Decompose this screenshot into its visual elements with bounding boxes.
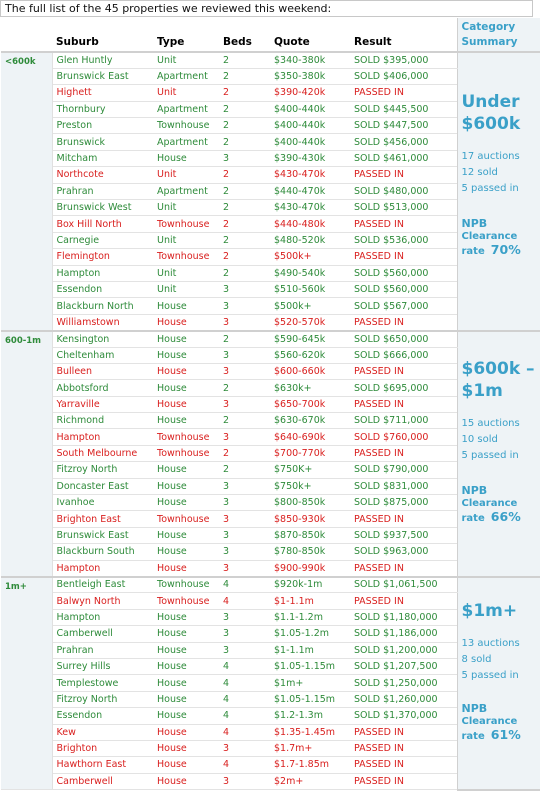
- suburb-cell: Highett: [52, 85, 153, 101]
- quote-cell: $1.7-1.85m: [270, 757, 350, 773]
- beds-cell: 3: [219, 281, 270, 297]
- type-cell: House: [153, 626, 219, 642]
- type-cell: House: [153, 347, 219, 363]
- category-summary: [457, 331, 540, 577]
- suburb-cell: Kensington: [52, 331, 153, 347]
- price-band-label: <600k: [1, 52, 52, 331]
- summary-npb: NPB: [461, 217, 488, 230]
- quote-cell: $430-470k: [270, 167, 350, 183]
- beds-cell: 4: [219, 593, 270, 609]
- beds-cell: 3: [219, 429, 270, 445]
- suburb-cell: Cheltenham: [52, 347, 153, 363]
- beds-cell: 3: [219, 609, 270, 625]
- result-cell: SOLD $1,180,000: [350, 609, 457, 625]
- type-cell: Apartment: [153, 101, 219, 117]
- beds-cell: 2: [219, 183, 270, 199]
- quote-cell: $700-770k: [270, 445, 350, 461]
- result-cell: SOLD $790,000: [350, 462, 457, 478]
- beds-cell: 2: [219, 167, 270, 183]
- type-cell: House: [153, 708, 219, 724]
- result-cell: PASSED IN: [350, 724, 457, 740]
- type-cell: House: [153, 527, 219, 543]
- result-cell: SOLD $1,250,000: [350, 675, 457, 691]
- quote-cell: $800-850k: [270, 495, 350, 511]
- beds-cell: 2: [219, 265, 270, 281]
- result-cell: SOLD $567,000: [350, 298, 457, 314]
- summary-npb: NPB: [461, 483, 488, 497]
- type-cell: House: [153, 691, 219, 707]
- price-band-label: 1m+: [1, 577, 52, 790]
- suburb-cell: Templestowe: [52, 675, 153, 691]
- quote-cell: $390-430k: [270, 150, 350, 166]
- beds-cell: 3: [219, 495, 270, 511]
- price-band-label: 600-1m: [1, 331, 52, 577]
- suburb-cell: Brunswick East: [52, 527, 153, 543]
- type-cell: House: [153, 314, 219, 330]
- summary-clearance-rate: 61%: [490, 726, 521, 742]
- table-row: [1, 577, 540, 593]
- type-cell: House: [153, 478, 219, 494]
- quote-cell: $1.1-1.2m: [270, 609, 350, 625]
- result-cell: SOLD $395,000: [350, 52, 457, 68]
- type-cell: House: [153, 495, 219, 511]
- result-cell: PASSED IN: [350, 773, 457, 789]
- result-cell: PASSED IN: [350, 560, 457, 576]
- type-cell: Unit: [153, 281, 219, 297]
- type-cell: House: [153, 642, 219, 658]
- type-header: Type: [153, 18, 219, 52]
- type-cell: Apartment: [153, 68, 219, 84]
- beds-cell: 3: [219, 560, 270, 576]
- summary-clearance-label: Clearance: [461, 497, 518, 509]
- auction-results-table: [1, 18, 540, 791]
- quote-cell: $600-660k: [270, 363, 350, 379]
- type-cell: House: [153, 560, 219, 576]
- quote-cell: $780-850k: [270, 544, 350, 560]
- result-cell: PASSED IN: [350, 511, 457, 527]
- suburb-cell: Camberwell: [52, 626, 153, 642]
- beds-cell: 3: [219, 642, 270, 658]
- summary-sold: 12 sold: [461, 167, 498, 178]
- quote-cell: $1.05-1.15m: [270, 658, 350, 674]
- result-cell: PASSED IN: [350, 740, 457, 756]
- result-header: Result: [350, 18, 457, 52]
- suburb-cell: Hampton: [52, 609, 153, 625]
- beds-cell: 3: [219, 347, 270, 363]
- suburb-cell: Essendon: [52, 708, 153, 724]
- type-cell: Unit: [153, 52, 219, 68]
- quote-cell: $440-480k: [270, 216, 350, 232]
- type-cell: Unit: [153, 232, 219, 248]
- beds-cell: 3: [219, 511, 270, 527]
- result-cell: PASSED IN: [350, 216, 457, 232]
- quote-header: Quote: [270, 18, 350, 52]
- result-cell: PASSED IN: [350, 85, 457, 101]
- result-cell: SOLD $650,000: [350, 331, 457, 347]
- summary-rate-label: rate: [461, 246, 485, 257]
- suburb-cell: South Melbourne: [52, 445, 153, 461]
- suburb-cell: Richmond: [52, 413, 153, 429]
- result-cell: SOLD $461,000: [350, 150, 457, 166]
- type-cell: House: [153, 331, 219, 347]
- suburb-cell: Northcote: [52, 167, 153, 183]
- table-body: [1, 52, 540, 790]
- suburb-cell: Fitzroy North: [52, 691, 153, 707]
- summary-sold: 10 sold: [461, 433, 498, 445]
- result-cell: PASSED IN: [350, 363, 457, 379]
- suburb-cell: Mitcham: [52, 150, 153, 166]
- beds-cell: 3: [219, 544, 270, 560]
- suburb-cell: Yarraville: [52, 396, 153, 412]
- quote-cell: $1.7m+: [270, 740, 350, 756]
- summary-clearance-label: Clearance: [461, 715, 518, 727]
- quote-cell: $500k+: [270, 249, 350, 265]
- suburb-cell: Camberwell: [52, 773, 153, 789]
- quote-cell: $430-470k: [270, 200, 350, 216]
- summary-passed: 5 passed in: [461, 183, 519, 194]
- quote-cell: $400-440k: [270, 118, 350, 134]
- suburb-cell: Hampton: [52, 265, 153, 281]
- quote-cell: $510-560k: [270, 281, 350, 297]
- quote-cell: $1-1.1m: [270, 593, 350, 609]
- result-cell: SOLD $447,500: [350, 118, 457, 134]
- quote-cell: $750K+: [270, 462, 350, 478]
- result-cell: SOLD $937,500: [350, 527, 457, 543]
- type-cell: House: [153, 609, 219, 625]
- beds-cell: 2: [219, 52, 270, 68]
- type-cell: Townhouse: [153, 445, 219, 461]
- suburb-cell: Hampton: [52, 429, 153, 445]
- suburb-cell: Balwyn North: [52, 593, 153, 609]
- summary-auctions: 13 auctions: [461, 637, 520, 649]
- result-cell: PASSED IN: [350, 593, 457, 609]
- quote-cell: $870-850k: [270, 527, 350, 543]
- type-cell: Townhouse: [153, 593, 219, 609]
- beds-cell: 2: [219, 445, 270, 461]
- summary-passed: 5 passed in: [461, 669, 519, 681]
- summary-rate-label: rate: [461, 730, 485, 742]
- beds-cell: 3: [219, 363, 270, 379]
- quote-cell: $1m+: [270, 675, 350, 691]
- quote-cell: $2m+: [270, 773, 350, 789]
- result-cell: PASSED IN: [350, 249, 457, 265]
- result-cell: PASSED IN: [350, 757, 457, 773]
- type-cell: House: [153, 544, 219, 560]
- beds-cell: 3: [219, 740, 270, 756]
- suburb-cell: Brighton East: [52, 511, 153, 527]
- beds-cell: 3: [219, 298, 270, 314]
- beds-cell: 2: [219, 85, 270, 101]
- beds-cell: 3: [219, 478, 270, 494]
- result-cell: SOLD $456,000: [350, 134, 457, 150]
- type-cell: Townhouse: [153, 429, 219, 445]
- result-cell: SOLD $1,200,000: [350, 642, 457, 658]
- quote-cell: $400-440k: [270, 101, 350, 117]
- suburb-cell: Prahran: [52, 183, 153, 199]
- result-cell: SOLD $1,061,500: [350, 577, 457, 593]
- suburb-cell: Preston: [52, 118, 153, 134]
- quote-cell: $440-470k: [270, 183, 350, 199]
- beds-cell: 2: [219, 68, 270, 84]
- result-cell: SOLD $695,000: [350, 380, 457, 396]
- type-cell: House: [153, 462, 219, 478]
- suburb-cell: Williamstown: [52, 314, 153, 330]
- beds-cell: 3: [219, 527, 270, 543]
- result-cell: SOLD $1,370,000: [350, 708, 457, 724]
- quote-cell: $1.05-1.15m: [270, 691, 350, 707]
- beds-header: Beds: [219, 18, 270, 52]
- beds-cell: 2: [219, 413, 270, 429]
- suburb-cell: Blackburn South: [52, 544, 153, 560]
- suburb-cell: Thornbury: [52, 101, 153, 117]
- quote-cell: $490-540k: [270, 265, 350, 281]
- type-cell: Townhouse: [153, 577, 219, 593]
- beds-cell: 2: [219, 462, 270, 478]
- summary-clearance-label: Clearance: [461, 231, 518, 242]
- type-cell: Unit: [153, 265, 219, 281]
- suburb-cell: Bentleigh East: [52, 577, 153, 593]
- result-cell: SOLD $406,000: [350, 68, 457, 84]
- summary-title: $1m+: [461, 600, 518, 621]
- quote-cell: $350-380k: [270, 68, 350, 84]
- result-cell: SOLD $445,500: [350, 101, 457, 117]
- beds-cell: 4: [219, 691, 270, 707]
- summary-rate-label: rate: [461, 512, 485, 524]
- beds-cell: 4: [219, 708, 270, 724]
- quote-cell: $630-670k: [270, 413, 350, 429]
- quote-cell: $920k-1m: [270, 577, 350, 593]
- beds-cell: 3: [219, 626, 270, 642]
- table-row: [1, 52, 540, 68]
- suburb-cell: Essendon: [52, 281, 153, 297]
- result-cell: SOLD $536,000: [350, 232, 457, 248]
- quote-cell: $560-620k: [270, 347, 350, 363]
- quote-cell: $1.2-1.3m: [270, 708, 350, 724]
- suburb-cell: Hawthorn East: [52, 757, 153, 773]
- suburb-cell: Brunswick West: [52, 200, 153, 216]
- beds-cell: 3: [219, 150, 270, 166]
- type-cell: House: [153, 658, 219, 674]
- band-header: [1, 18, 52, 52]
- result-cell: SOLD $711,000: [350, 413, 457, 429]
- type-cell: House: [153, 396, 219, 412]
- beds-cell: 2: [219, 380, 270, 396]
- result-cell: SOLD $963,000: [350, 544, 457, 560]
- summary-passed: 5 passed in: [461, 449, 519, 461]
- type-cell: Townhouse: [153, 511, 219, 527]
- result-cell: PASSED IN: [350, 167, 457, 183]
- type-cell: Townhouse: [153, 118, 219, 134]
- result-cell: SOLD $1,186,000: [350, 626, 457, 642]
- category-summary-header: Category Summary: [457, 18, 540, 52]
- quote-cell: $850-930k: [270, 511, 350, 527]
- result-cell: SOLD $875,000: [350, 495, 457, 511]
- summary-npb: NPB: [461, 701, 488, 715]
- suburb-cell: Glen Huntly: [52, 52, 153, 68]
- beds-cell: 2: [219, 249, 270, 265]
- result-cell: SOLD $831,000: [350, 478, 457, 494]
- result-cell: SOLD $1,207,500: [350, 658, 457, 674]
- quote-cell: $750k+: [270, 478, 350, 494]
- type-cell: Townhouse: [153, 249, 219, 265]
- type-cell: Unit: [153, 200, 219, 216]
- result-cell: SOLD $760,000: [350, 429, 457, 445]
- type-cell: House: [153, 150, 219, 166]
- result-cell: SOLD $480,000: [350, 183, 457, 199]
- type-cell: House: [153, 757, 219, 773]
- beds-cell: 4: [219, 658, 270, 674]
- suburb-cell: Bulleen: [52, 363, 153, 379]
- beds-cell: 4: [219, 757, 270, 773]
- category-summary: [457, 52, 540, 331]
- suburb-cell: Brunswick East: [52, 68, 153, 84]
- suburb-cell: Abbotsford: [52, 380, 153, 396]
- suburb-cell: Carnegie: [52, 232, 153, 248]
- table-row: [1, 331, 540, 347]
- suburb-cell: Brighton: [52, 740, 153, 756]
- type-cell: House: [153, 675, 219, 691]
- beds-cell: 3: [219, 773, 270, 789]
- type-cell: House: [153, 298, 219, 314]
- quote-cell: $340-380k: [270, 52, 350, 68]
- quote-cell: $480-520k: [270, 232, 350, 248]
- type-cell: House: [153, 724, 219, 740]
- quote-cell: $1.05-1.2m: [270, 626, 350, 642]
- beds-cell: 2: [219, 134, 270, 150]
- result-cell: PASSED IN: [350, 396, 457, 412]
- beds-cell: 4: [219, 675, 270, 691]
- type-cell: Apartment: [153, 134, 219, 150]
- beds-cell: 3: [219, 314, 270, 330]
- quote-cell: $520-570k: [270, 314, 350, 330]
- result-cell: SOLD $1,260,000: [350, 691, 457, 707]
- type-cell: Unit: [153, 85, 219, 101]
- result-cell: SOLD $560,000: [350, 281, 457, 297]
- beds-cell: 2: [219, 331, 270, 347]
- type-cell: Apartment: [153, 183, 219, 199]
- quote-cell: $900-990k: [270, 560, 350, 576]
- type-cell: Townhouse: [153, 216, 219, 232]
- quote-cell: $650-700k: [270, 396, 350, 412]
- beds-cell: 3: [219, 396, 270, 412]
- beds-cell: 4: [219, 577, 270, 593]
- beds-cell: 2: [219, 232, 270, 248]
- quote-cell: $1-1.1m: [270, 642, 350, 658]
- summary-title: Under $600k: [461, 92, 521, 134]
- type-cell: House: [153, 413, 219, 429]
- quote-cell: $500k+: [270, 298, 350, 314]
- suburb-cell: Ivanhoe: [52, 495, 153, 511]
- suburb-cell: Box Hill North: [52, 216, 153, 232]
- result-cell: PASSED IN: [350, 445, 457, 461]
- type-cell: House: [153, 380, 219, 396]
- suburb-cell: Surrey Hills: [52, 658, 153, 674]
- result-cell: SOLD $560,000: [350, 265, 457, 281]
- quote-cell: $590-645k: [270, 331, 350, 347]
- suburb-cell: Brunswick: [52, 134, 153, 150]
- suburb-cell: Hampton: [52, 560, 153, 576]
- suburb-cell: Doncaster East: [52, 478, 153, 494]
- type-cell: Unit: [153, 167, 219, 183]
- result-cell: PASSED IN: [350, 314, 457, 330]
- beds-cell: 2: [219, 216, 270, 232]
- quote-cell: $1.35-1.45m: [270, 724, 350, 740]
- table-caption: The full list of the 45 properties we reviewed this weekend:: [0, 0, 533, 17]
- quote-cell: $640-690k: [270, 429, 350, 445]
- beds-cell: 2: [219, 101, 270, 117]
- summary-sold: 8 sold: [461, 653, 492, 665]
- result-cell: SOLD $666,000: [350, 347, 457, 363]
- type-cell: House: [153, 740, 219, 756]
- beds-cell: 4: [219, 724, 270, 740]
- suburb-cell: Prahran: [52, 642, 153, 658]
- suburb-header: Suburb: [52, 18, 153, 52]
- summary-clearance-rate: 70%: [490, 242, 521, 257]
- summary-auctions: 17 auctions: [461, 151, 520, 162]
- suburb-cell: Kew: [52, 724, 153, 740]
- quote-cell: $400-440k: [270, 134, 350, 150]
- summary-clearance-rate: 66%: [490, 508, 521, 524]
- type-cell: House: [153, 773, 219, 789]
- header-row: [1, 18, 540, 52]
- suburb-cell: Blackburn North: [52, 298, 153, 314]
- suburb-cell: Fitzroy North: [52, 462, 153, 478]
- quote-cell: $390-420k: [270, 85, 350, 101]
- beds-cell: 2: [219, 200, 270, 216]
- category-summary: [457, 577, 540, 790]
- type-cell: House: [153, 363, 219, 379]
- result-cell: SOLD $513,000: [350, 200, 457, 216]
- summary-auctions: 15 auctions: [461, 417, 520, 429]
- suburb-cell: Flemington: [52, 249, 153, 265]
- beds-cell: 2: [219, 118, 270, 134]
- quote-cell: $630k+: [270, 380, 350, 396]
- summary-title: $600k – $1m: [461, 358, 535, 401]
